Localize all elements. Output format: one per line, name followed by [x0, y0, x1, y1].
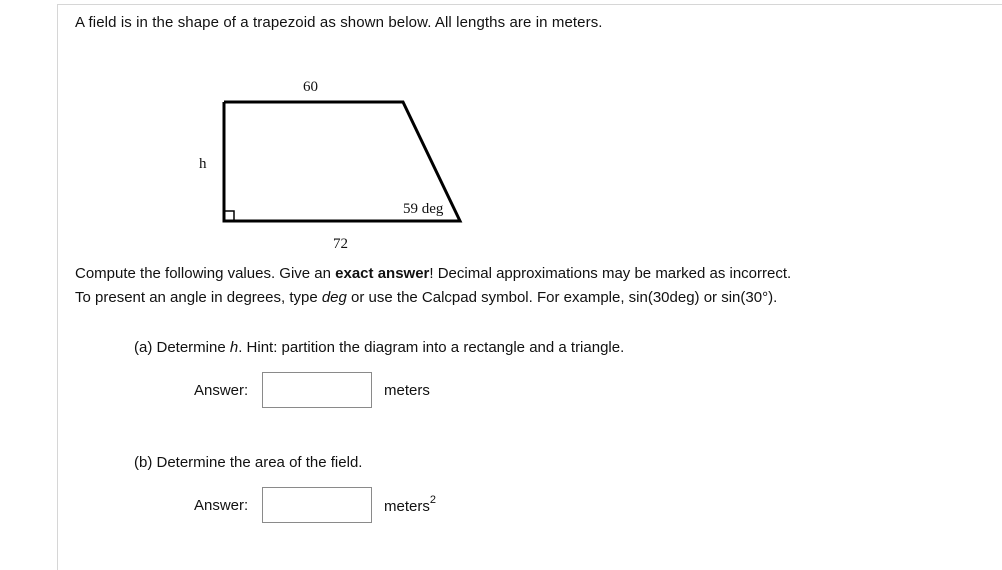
part-a-answer-row [194, 370, 430, 410]
squared-exponent: 2 [429, 493, 436, 506]
trapezoid-diagram [190, 70, 480, 260]
part-a-prompt: (a) Determine h. Hint: partition the diagram into a rectangle and a triangle. [134, 339, 625, 356]
problem-text: A field is in the shape of a trapezoid as shown below. All lengths are in meters. [75, 14, 603, 31]
top-divider [57, 4, 1002, 5]
part-b-answer-row [194, 485, 436, 525]
deg-emphasis: deg [321, 289, 347, 306]
part-b-answer-label: Answer: [194, 496, 249, 514]
part-b-answer-input[interactable] [262, 487, 372, 523]
height-label: h [199, 156, 207, 172]
instructions [75, 262, 975, 310]
bottom-side-label: 72 [333, 236, 348, 252]
h-variable: h [229, 339, 239, 356]
instructions-line-1: Compute the following values. Give an exact answer! Decimal approximations may be marked as incorrect. [75, 265, 792, 282]
left-divider [57, 4, 58, 570]
problem-statement [75, 14, 975, 32]
part-b-unit: meters$^2$ [384, 493, 436, 515]
exact-answer-emphasis: exact answer [335, 265, 430, 282]
part-b-prompt: (b) Determine the area of the field. [134, 454, 363, 471]
instructions-line-2: To present an angle in degrees, type deg or use the Calcpad symbol. For example, sin(30deg) or sin(30°). [75, 289, 778, 306]
top-side-label: 60 [303, 79, 318, 95]
part-a-answer-input[interactable] [262, 372, 372, 408]
angle-label: 59 deg [403, 201, 444, 217]
part-a-answer-label: Answer: [194, 381, 249, 399]
part-a-unit: meters [384, 381, 430, 399]
